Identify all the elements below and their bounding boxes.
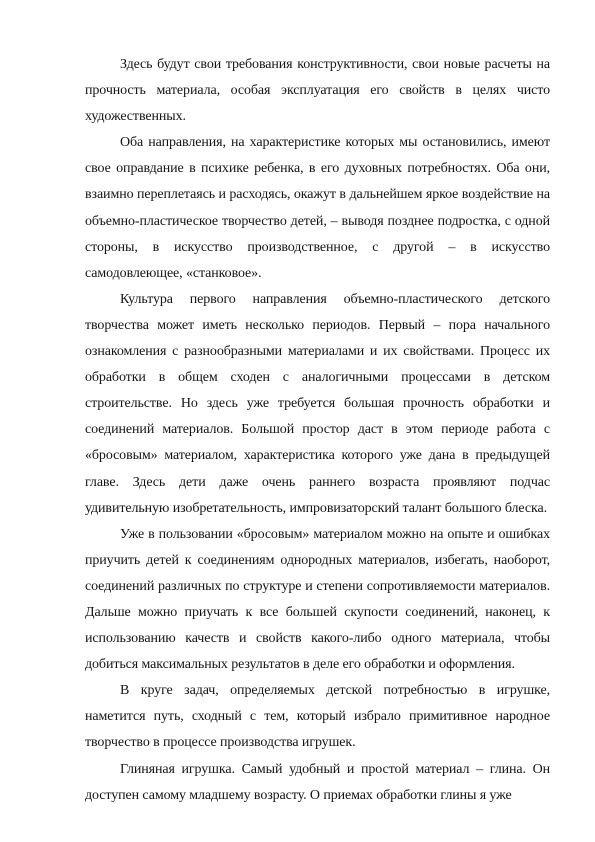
paragraph-1: Здесь будут свои требования конструктивности, свои новые расчеты на прочность материала, особая эксплуатация его свойств в целях чисто художественных.	[85, 57, 550, 125]
paragraph-2: Оба направления, на характеристике которых мы остановились, имеют свое оправдание в психике ребенка, в его духовных потребностях. Оба они, взаимно переплетаясь и расходясь, окажут в дальнейшем яркое воздействие на объемно-пластическое творчество детей, – выводя позднее подростка, с одной стороны, в искусство производственное, с другой – в искусство самодовлеющее, «станковое».	[85, 135, 550, 281]
paragraph-3: Культура первого направления объемно-пластического детского творчества может иметь несколько периодов. Первый – пора начального ознакомления с разнообразными материалами и их свойствами. Процесс их обработки в общем сходен с аналогичными процессами в детском строительстве. Но здесь уже требуется большая прочность обработки и соединений материалов. Большой простор даст в этом периоде работа с «бросовым» материалом, характеристика которого уже дана в предыдущей главе. Здесь дети даже очень раннего возраста проявляют подчас удивительную изобретательность, импровизаторский талант большого блеска.	[85, 291, 550, 516]
paragraph-6: Глиняная игрушка. Самый удобный и простой материал – глина. Он доступен самому младшему возрасту. О приемах обработки глины я уже	[85, 761, 550, 803]
paragraph-4: Уже в пользовании «бросовым» материалом можно на опыте и ошибках приучить детей к соединениям однородных материалов, избегать, наоборот, соединений различных по структуре и степени сопротивляемости материалов. Дальше можно приучать к все большей скупости соединений, наконец, к использованию качеств и свойств какого-либо одного материала, чтобы добиться максимальных результатов в деле его обработки и оформления.	[85, 526, 550, 673]
paragraph-5: В круге задач, определяемых детской потребностью в игрушке, наметится путь, сходный с тем, который избрало примитивное народное творчество в процессе производства игрушек.	[85, 683, 550, 751]
